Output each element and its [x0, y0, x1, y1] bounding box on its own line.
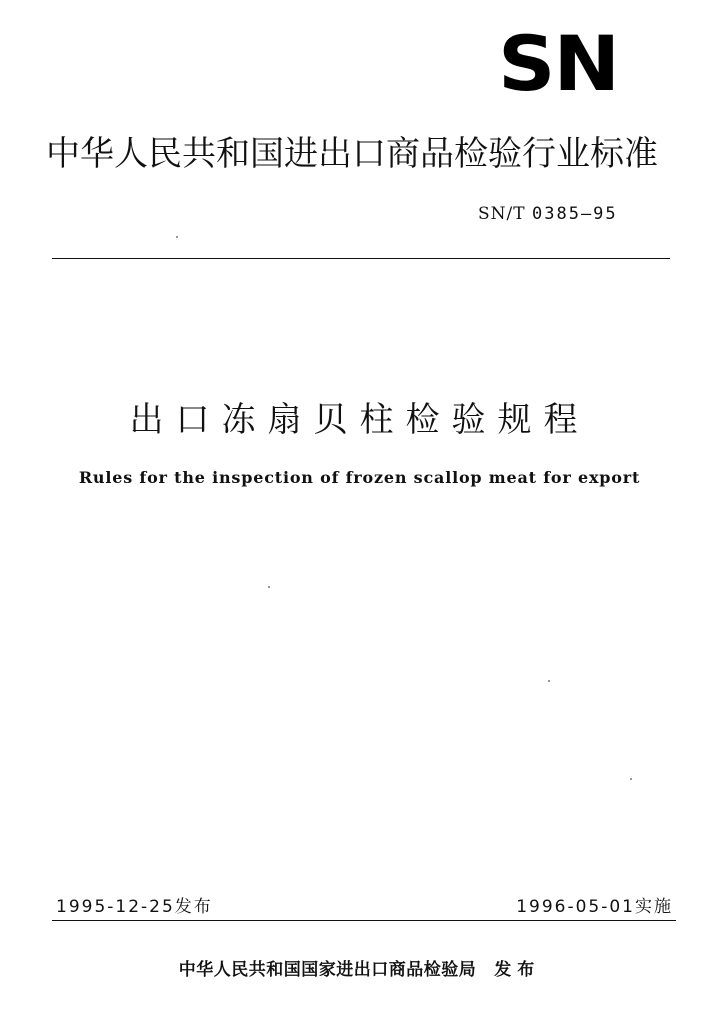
issue-date: 1995-12-25: [56, 897, 175, 917]
header-divider: [52, 258, 670, 259]
organization-standard-title: 中华人民共和国进出口商品检验行业标准: [46, 134, 658, 174]
scan-speck: [630, 778, 632, 780]
footer-divider: [52, 920, 676, 921]
scan-speck: [176, 236, 178, 238]
issue-label: 发布: [174, 897, 213, 917]
publisher-action: 发布: [494, 960, 541, 980]
standard-code: [478, 202, 618, 226]
publisher-name: 中华人民共和国国家进出口商品检验局: [178, 960, 477, 980]
scan-speck: [268, 586, 270, 588]
document-title-english: Rules for the inspection of frozen scallop meat for export: [78, 468, 641, 487]
issue-date-line: [56, 894, 213, 920]
scan-speck: [548, 680, 550, 682]
document-title-chinese: 出口冻扇贝柱检验规程: [129, 400, 590, 440]
implementation-date-line: [516, 894, 673, 920]
standard-number: 0385—95: [532, 204, 618, 224]
standard-prefix: SN/T: [478, 204, 526, 224]
publisher-line: [0, 956, 719, 984]
implementation-label: 实施: [635, 897, 673, 917]
sn-logo: SN: [498, 19, 619, 108]
implementation-date: 1996-05-01: [516, 897, 635, 917]
